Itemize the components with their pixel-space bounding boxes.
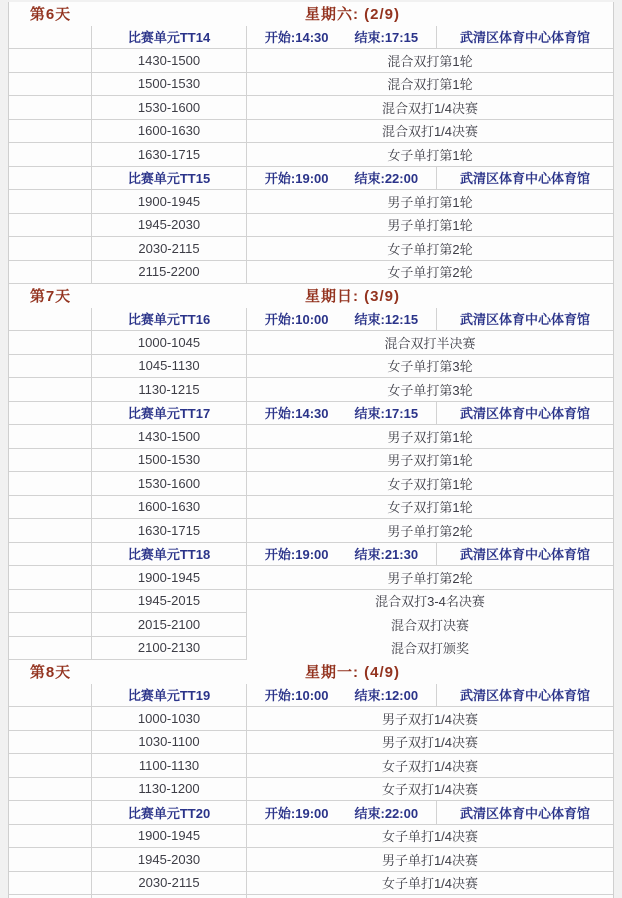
unit-name: 比赛单元TT18 — [92, 543, 247, 567]
unit-name: 比赛单元TT17 — [92, 402, 247, 426]
schedule-row — [9, 378, 613, 402]
slot-event: 混合双打1/4决赛 — [247, 96, 613, 120]
slot-time: 1530-1600 — [92, 472, 247, 496]
unit-start-time: 开始:10:00 — [264, 688, 329, 704]
slot-time: 2015-2100 — [92, 613, 247, 637]
empty-cell — [9, 684, 92, 708]
slot-time: 1130-1200 — [92, 778, 247, 802]
slot-event: 女子双打1/4决赛 — [247, 778, 613, 802]
empty-cell — [9, 425, 92, 449]
slot-time: 1900-1945 — [92, 566, 247, 590]
schedule-row — [9, 472, 613, 496]
schedule-row — [9, 237, 613, 261]
schedule-row — [9, 848, 613, 872]
empty-cell — [9, 331, 92, 355]
empty-cell — [9, 96, 92, 120]
empty-cell — [9, 637, 92, 661]
unit-venue: 武清区体育中心体育馆 — [437, 167, 613, 191]
slot-event: 女子单打1/4决赛 — [247, 872, 613, 896]
slot-time: 1600-1630 — [92, 496, 247, 520]
unit-start-time: 开始:10:00 — [264, 312, 329, 328]
empty-cell — [9, 472, 92, 496]
day-header-row — [9, 284, 613, 308]
slot-event: 混合双打颁奖 — [247, 637, 613, 661]
empty-cell — [9, 566, 92, 590]
slot-event: 男子双打第1轮 — [247, 425, 613, 449]
slot-time: 1100-1130 — [92, 754, 247, 778]
schedule-row — [9, 96, 613, 120]
slot-time: 2100-2130 — [92, 637, 247, 661]
empty-cell — [9, 237, 92, 261]
slot-event: 男子双打第1轮 — [247, 449, 613, 473]
empty-cell — [9, 120, 92, 144]
slot-event: 女子双打第1轮 — [247, 472, 613, 496]
slot-time: 1945-2030 — [92, 848, 247, 872]
day-header-row — [9, 660, 613, 684]
unit-start-time: 开始:19:00 — [264, 547, 329, 563]
slot-time: 1900-1945 — [92, 190, 247, 214]
slot-time: 1530-1600 — [92, 96, 247, 120]
empty-cell — [9, 778, 92, 802]
unit-venue: 武清区体育中心体育馆 — [437, 543, 613, 567]
empty-cell — [9, 590, 92, 614]
empty-cell — [9, 73, 92, 97]
empty-cell — [9, 848, 92, 872]
day-date-label: 星期一: (4/9) — [92, 660, 613, 684]
unit-time-cell — [247, 402, 437, 426]
unit-time-cell — [247, 308, 437, 332]
slot-time: 1500-1530 — [92, 73, 247, 97]
competition-schedule-table — [8, 2, 614, 898]
schedule-row — [9, 637, 613, 661]
slot-time: 1945-2015 — [92, 590, 247, 614]
empty-cell — [9, 543, 92, 567]
unit-venue: 武清区体育中心体育馆 — [437, 402, 613, 426]
slot-time: 1000-1030 — [92, 707, 247, 731]
empty-cell — [9, 402, 92, 426]
unit-venue: 武清区体育中心体育馆 — [437, 684, 613, 708]
schedule-row — [9, 590, 613, 614]
schedule-row — [9, 331, 613, 355]
unit-name: 比赛单元TT14 — [92, 26, 247, 50]
empty-cell — [9, 707, 92, 731]
slot-event: 男子单打第2轮 — [247, 519, 613, 543]
slot-event: 混合双打半决赛 — [247, 331, 613, 355]
slot-event: 混合双打1/4决赛 — [247, 120, 613, 144]
slot-time: 2115-2200 — [92, 261, 247, 285]
day-number-label: 第7天 — [9, 284, 92, 308]
unit-venue: 武清区体育中心体育馆 — [437, 26, 613, 50]
slot-time: 2030-2115 — [92, 237, 247, 261]
unit-end-time: 结束:17:15 — [354, 30, 419, 46]
day-date-label: 星期六: (2/9) — [92, 2, 613, 26]
empty-cell — [9, 613, 92, 637]
day-date-label: 星期日: (3/9) — [92, 284, 613, 308]
day-number-label: 第8天 — [9, 660, 92, 684]
empty-cell — [9, 519, 92, 543]
unit-header-row — [9, 801, 613, 825]
schedule-row — [9, 496, 613, 520]
unit-start-time: 开始:14:30 — [264, 30, 329, 46]
empty-cell — [9, 378, 92, 402]
empty-cell — [9, 449, 92, 473]
unit-end-time: 结束:22:00 — [354, 171, 419, 187]
day-number-label: 第6天 — [9, 2, 92, 26]
empty-cell — [9, 214, 92, 238]
schedule-row — [9, 566, 613, 590]
empty-cell — [9, 496, 92, 520]
schedule-row — [9, 825, 613, 849]
slot-event: 女子单打第3轮 — [247, 355, 613, 379]
schedule-row — [9, 778, 613, 802]
slot-event: 女子双打第1轮 — [247, 496, 613, 520]
unit-header-row — [9, 26, 613, 50]
unit-time-cell — [247, 543, 437, 567]
slot-time: 1630-1715 — [92, 143, 247, 167]
slot-time: 1130-1215 — [92, 378, 247, 402]
unit-start-time: 开始:14:30 — [264, 406, 329, 422]
unit-end-time: 结束:22:00 — [354, 805, 419, 821]
slot-event: 混合双打第1轮 — [247, 49, 613, 73]
unit-end-time: 结束:12:15 — [354, 312, 419, 328]
empty-cell — [9, 825, 92, 849]
unit-time-cell — [247, 801, 437, 825]
empty-cell — [9, 190, 92, 214]
slot-event: 女子单打1/4决赛 — [247, 825, 613, 849]
schedule-row — [9, 707, 613, 731]
schedule-row — [9, 519, 613, 543]
schedule-row — [9, 190, 613, 214]
slot-event: 混合双打3-4名决赛 — [247, 590, 613, 614]
empty-cell — [9, 754, 92, 778]
empty-cell — [9, 731, 92, 755]
unit-name: 比赛单元TT15 — [92, 167, 247, 191]
slot-event: 男子单打第1轮 — [247, 190, 613, 214]
slot-event: 男子单打第2轮 — [247, 566, 613, 590]
slot-time: 2030-2115 — [92, 872, 247, 896]
unit-venue: 武清区体育中心体育馆 — [437, 308, 613, 332]
unit-header-row — [9, 308, 613, 332]
empty-cell — [9, 355, 92, 379]
schedule-row — [9, 449, 613, 473]
unit-name: 比赛单元TT16 — [92, 308, 247, 332]
empty-cell — [9, 143, 92, 167]
slot-event: 男子单打1/4决赛 — [247, 848, 613, 872]
unit-venue: 武清区体育中心体育馆 — [437, 801, 613, 825]
schedule-row — [9, 214, 613, 238]
slot-time: 1500-1530 — [92, 449, 247, 473]
schedule-row — [9, 754, 613, 778]
unit-start-time: 开始:19:00 — [264, 171, 329, 187]
empty-cell — [9, 308, 92, 332]
slot-event: 男子单打第1轮 — [247, 214, 613, 238]
slot-event: 女子单打第2轮 — [247, 237, 613, 261]
empty-cell — [9, 801, 92, 825]
slot-time: 1430-1500 — [92, 425, 247, 449]
unit-end-time: 结束:21:30 — [354, 547, 419, 563]
schedule-row — [9, 355, 613, 379]
empty-cell — [9, 49, 92, 73]
empty-cell — [9, 26, 92, 50]
unit-time-cell — [247, 26, 437, 50]
slot-event: 女子双打1/4决赛 — [247, 754, 613, 778]
unit-end-time: 结束:12:00 — [354, 688, 419, 704]
slot-time: 1945-2030 — [92, 214, 247, 238]
unit-end-time: 结束:17:15 — [354, 406, 419, 422]
empty-cell — [9, 872, 92, 896]
slot-time: 1630-1715 — [92, 519, 247, 543]
unit-name: 比赛单元TT19 — [92, 684, 247, 708]
unit-time-cell — [247, 684, 437, 708]
unit-time-cell — [247, 167, 437, 191]
slot-event: 女子单打第1轮 — [247, 143, 613, 167]
slot-time: 1030-1100 — [92, 731, 247, 755]
schedule-row — [9, 261, 613, 285]
slot-event: 混合双打第1轮 — [247, 73, 613, 97]
slot-time: 1430-1500 — [92, 49, 247, 73]
schedule-row — [9, 49, 613, 73]
unit-header-row — [9, 167, 613, 191]
schedule-row — [9, 425, 613, 449]
schedule-row — [9, 731, 613, 755]
unit-start-time: 开始:19:00 — [264, 805, 329, 821]
schedule-row — [9, 120, 613, 144]
slot-event: 女子单打第3轮 — [247, 378, 613, 402]
slot-event: 男子双打1/4决赛 — [247, 707, 613, 731]
schedule-row — [9, 73, 613, 97]
slot-event: 男子双打1/4决赛 — [247, 731, 613, 755]
slot-time: 1600-1630 — [92, 120, 247, 144]
slot-time: 1000-1045 — [92, 331, 247, 355]
slot-event: 女子单打第2轮 — [247, 261, 613, 285]
day-header-row — [9, 2, 613, 26]
unit-header-row — [9, 402, 613, 426]
slot-event: 混合双打决赛 — [247, 613, 613, 637]
schedule-row — [9, 143, 613, 167]
empty-cell — [9, 261, 92, 285]
unit-name: 比赛单元TT20 — [92, 801, 247, 825]
slot-time: 1045-1130 — [92, 355, 247, 379]
unit-header-row — [9, 543, 613, 567]
schedule-row — [9, 872, 613, 896]
schedule-row — [9, 613, 613, 637]
empty-cell — [9, 167, 92, 191]
unit-header-row — [9, 684, 613, 708]
slot-time: 1900-1945 — [92, 825, 247, 849]
